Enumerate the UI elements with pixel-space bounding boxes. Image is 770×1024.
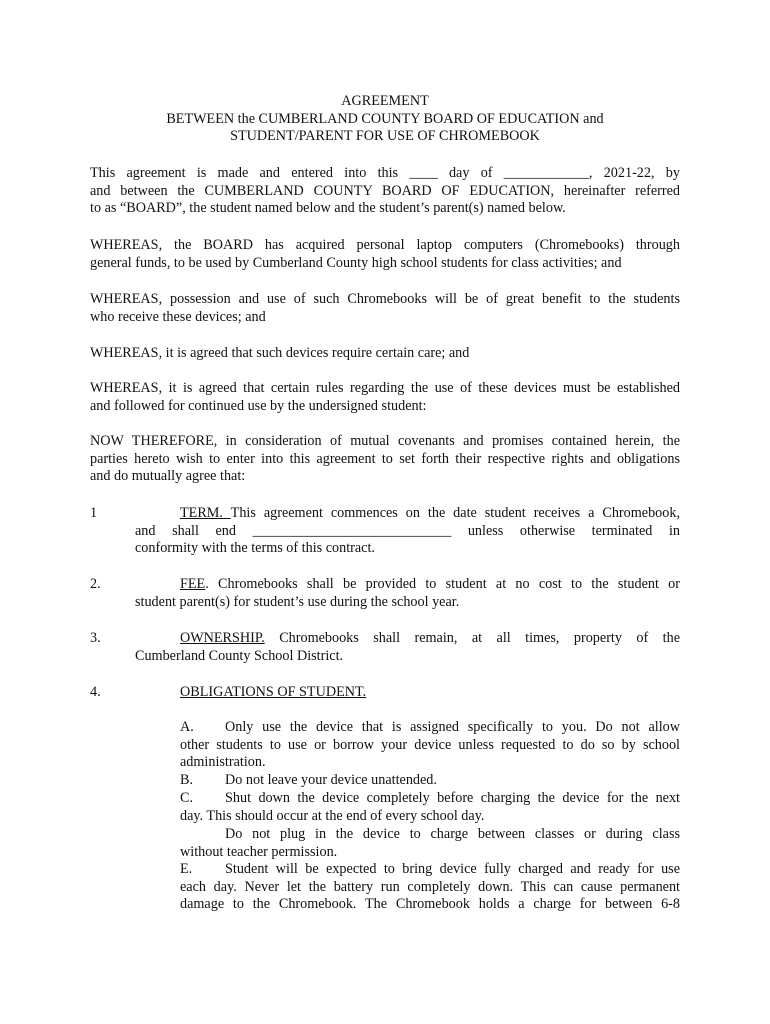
obligation-text: Shut down the device completely before charging the device for the next bbox=[225, 790, 680, 806]
clause-number: 1 bbox=[90, 505, 98, 521]
obligation-line bbox=[180, 861, 680, 879]
title-line-2: BETWEEN the CUMBERLAND COUNTY BOARD OF EDUCATION and bbox=[166, 110, 604, 127]
now-therefore-paragraph bbox=[90, 433, 680, 486]
clause-continuation bbox=[135, 594, 680, 612]
clause-line: and shall end ____________________________ unless otherwise terminated in bbox=[135, 522, 680, 539]
obligation-line: damage to the Chromebook. The Chromebook holds a charge for between 6-8 bbox=[180, 896, 680, 913]
whereas-line: WHEREAS, it is agreed that such devices require certain care; and bbox=[90, 345, 470, 361]
whereas-line: WHEREAS, possession and use of such Chromebooks will be of great benefit to the students bbox=[90, 291, 680, 307]
clause-continuation bbox=[135, 648, 680, 666]
obligation-label: C. bbox=[180, 790, 194, 806]
whereas-paragraph-1 bbox=[90, 237, 680, 272]
clause-line: Cumberland County School District. bbox=[135, 647, 344, 664]
obligation-line: day. This should occur at the end of every school day. bbox=[180, 807, 485, 824]
now-therefore-line: NOW THEREFORE, in consideration of mutual covenants and promises contained herein, the bbox=[90, 433, 680, 449]
clause-number: 3. bbox=[90, 630, 101, 646]
whereas-paragraph-4 bbox=[90, 380, 680, 415]
intro-line: and between the CUMBERLAND COUNTY BOARD OF EDUCATION, hereinafter referred bbox=[90, 182, 680, 199]
clause-heading: OBLIGATIONS OF STUDENT. bbox=[180, 684, 367, 700]
whereas-line: and followed for continued use by the undersigned student: bbox=[90, 397, 427, 414]
clause-number: 2. bbox=[90, 576, 101, 592]
now-therefore-line: parties hereto wish to enter into this agreement to set forth their respective rights and obligations bbox=[90, 450, 680, 467]
whereas-paragraph-3 bbox=[90, 345, 680, 363]
obligation-line bbox=[180, 826, 680, 844]
whereas-line: general funds, to be used by Cumberland County high school students for class activities; and bbox=[90, 254, 622, 271]
obligation-b bbox=[180, 772, 680, 790]
clause-heading: OWNERSHIP. bbox=[180, 630, 265, 646]
clause-heading: TERM. bbox=[180, 505, 231, 521]
clause-line: conformity with the terms of this contract. bbox=[135, 540, 375, 557]
title-line-1: AGREEMENT bbox=[341, 93, 429, 109]
clause-heading: FEE bbox=[180, 576, 206, 592]
clause-first-line bbox=[180, 630, 680, 648]
clause-number: 4. bbox=[90, 684, 101, 700]
obligation-text: Do not leave your device unattended. bbox=[225, 772, 437, 788]
obligation-c bbox=[180, 790, 680, 825]
intro-line: This agreement is made and entered into this ____ day of ____________, 2021-22, by bbox=[90, 165, 680, 181]
obligation-label: E. bbox=[180, 861, 193, 877]
obligation-line bbox=[180, 772, 680, 790]
obligation-line: each day. Never let the battery run completely down. This can cause permanent bbox=[180, 878, 680, 895]
whereas-line: who receive these devices; and bbox=[90, 308, 266, 325]
obligation-line: administration. bbox=[180, 754, 266, 771]
obligation-text: Do not plug in the device to charge between classes or during class bbox=[225, 826, 680, 842]
clause-text: This agreement commences on the date student receives a Chromebook, bbox=[230, 505, 680, 521]
obligation-line: other students to use or borrow your device unless requested to do so by school bbox=[180, 736, 680, 753]
clause-text: . Chromebooks shall be provided to student at no cost to the student or bbox=[205, 576, 680, 592]
agreement-title bbox=[90, 93, 680, 146]
now-therefore-line: and do mutually agree that: bbox=[90, 468, 246, 485]
obligation-label: B. bbox=[180, 772, 194, 788]
clause-continuation bbox=[135, 523, 680, 558]
obligation-line bbox=[180, 790, 680, 808]
whereas-line: WHEREAS, the BOARD has acquired personal laptop computers (Chromebooks) through bbox=[90, 237, 680, 253]
clause-first-line bbox=[180, 505, 680, 523]
obligation-line: without teacher permission. bbox=[180, 843, 338, 860]
obligation-label: A. bbox=[180, 719, 194, 735]
obligation-text: Only use the device that is assigned specifically to you. Do not allow bbox=[225, 719, 680, 735]
obligation-line bbox=[180, 719, 680, 737]
clause-first-line bbox=[180, 576, 680, 594]
whereas-line: WHEREAS, it is agreed that certain rules regarding the use of these devices must be established bbox=[90, 380, 680, 396]
intro-paragraph bbox=[90, 165, 680, 218]
whereas-paragraph-2 bbox=[90, 291, 680, 326]
intro-line: to as “BOARD”, the student named below and the student’s parent(s) named below. bbox=[90, 200, 566, 217]
obligation-text: Student will be expected to bring device fully charged and ready for use bbox=[225, 861, 680, 877]
clause-line: student parent(s) for student’s use during the school year. bbox=[135, 593, 460, 610]
clause-text: Chromebooks shall remain, at all times, property of the bbox=[264, 630, 680, 646]
obligation-a bbox=[180, 719, 680, 772]
title-line-3: STUDENT/PARENT FOR USE OF CHROMEBOOK bbox=[230, 128, 540, 145]
obligation-d bbox=[180, 826, 680, 861]
obligation-e bbox=[180, 861, 680, 914]
